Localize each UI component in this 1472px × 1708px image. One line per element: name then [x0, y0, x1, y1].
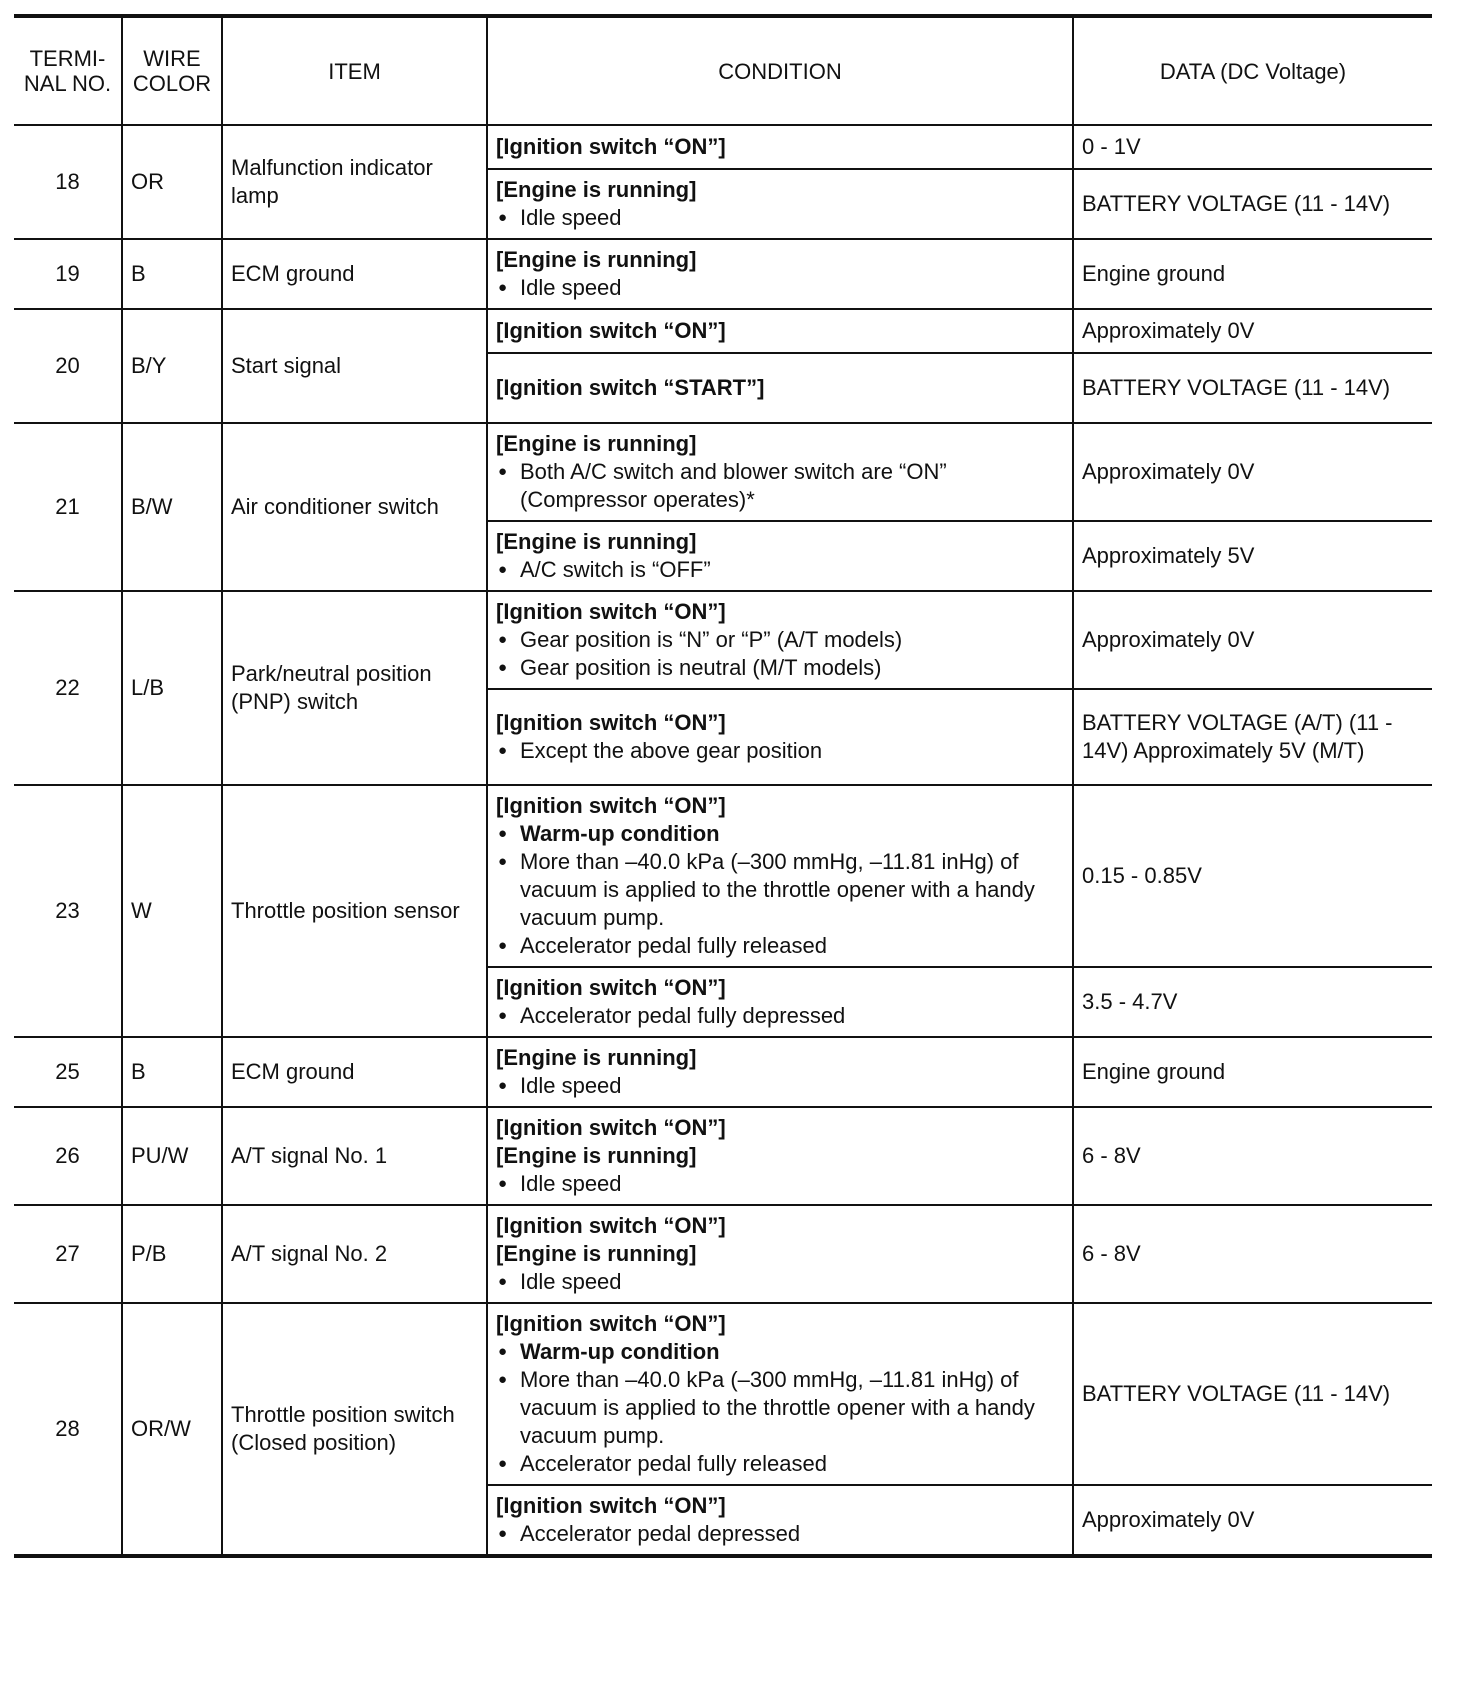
- wire-color: B: [122, 239, 222, 309]
- condition-heading: [Engine is running]: [496, 529, 697, 554]
- condition-cell: [487, 1037, 1073, 1107]
- voltage-data: 6 - 8V: [1073, 1205, 1432, 1303]
- wire-color: B: [122, 1037, 222, 1107]
- terminal-number: 25: [14, 1037, 122, 1107]
- terminal-data-sheet: [14, 14, 1432, 1558]
- wire-color: B/Y: [122, 309, 222, 423]
- condition-bullet: ● More than –40.0 kPa (–300 mmHg, –11.81 inHg) of vacuum is applied to the throttle opener with a handy vacuum pump.: [496, 848, 1064, 932]
- terminal-number: 19: [14, 239, 122, 309]
- condition-bullet: ● Both A/C switch and blower switch are “ON” (Compressor operates)*: [496, 458, 1064, 514]
- condition-heading: [Engine is running]: [496, 247, 697, 272]
- terminal-table: [14, 14, 1432, 1558]
- wire-color: PU/W: [122, 1107, 222, 1205]
- terminal-number: 22: [14, 591, 122, 785]
- voltage-data: BATTERY VOLTAGE (11 - 14V): [1073, 353, 1432, 423]
- terminal-number: 21: [14, 423, 122, 591]
- voltage-data: Approximately 0V: [1073, 1485, 1432, 1556]
- condition-heading: [Ignition switch “ON”]: [496, 1493, 726, 1518]
- condition-heading: [Engine is running]: [496, 1045, 697, 1070]
- condition-cell: [487, 239, 1073, 309]
- voltage-data: Approximately 0V: [1073, 423, 1432, 521]
- condition-bullet: ● Except the above gear position: [496, 737, 1064, 765]
- condition-cell: [487, 967, 1073, 1037]
- table-row: [14, 125, 1432, 169]
- condition-bullet: ● More than –40.0 kPa (–300 mmHg, –11.81 inHg) of vacuum is applied to the throttle opener with a handy vacuum pump.: [496, 1366, 1064, 1450]
- table-row: [14, 1303, 1432, 1485]
- condition-heading: [Ignition switch “ON”]: [496, 710, 726, 735]
- condition-heading: [Ignition switch “ON”]: [496, 1311, 726, 1336]
- condition-bullet: ● Idle speed: [496, 1170, 1064, 1198]
- header-row: [14, 16, 1432, 125]
- item-name: Malfunction indicator lamp: [222, 125, 487, 239]
- table-row: [14, 1205, 1432, 1303]
- condition-heading: [Engine is running]: [496, 431, 697, 456]
- condition-cell: [487, 423, 1073, 521]
- condition-bullet-bold: ● Warm-up condition: [496, 820, 1064, 848]
- voltage-data: 0 - 1V: [1073, 125, 1432, 169]
- condition-heading: [Engine is running]: [496, 177, 697, 202]
- table-body: [14, 125, 1432, 1556]
- header-terminal: TERMI-NAL NO.: [14, 16, 122, 125]
- condition-heading: [Ignition switch “ON”]: [496, 1115, 726, 1140]
- condition-cell: [487, 689, 1073, 785]
- header-condition: CONDITION: [487, 16, 1073, 125]
- wire-color: OR: [122, 125, 222, 239]
- item-name: ECM ground: [222, 1037, 487, 1107]
- condition-cell: [487, 309, 1073, 353]
- voltage-data: Engine ground: [1073, 239, 1432, 309]
- condition-bullet-bold: ● Warm-up condition: [496, 1338, 1064, 1366]
- voltage-data: 6 - 8V: [1073, 1107, 1432, 1205]
- condition-cell: [487, 1107, 1073, 1205]
- table-row: [14, 239, 1432, 309]
- voltage-data: Engine ground: [1073, 1037, 1432, 1107]
- voltage-data: Approximately 0V: [1073, 591, 1432, 689]
- condition-cell: [487, 785, 1073, 967]
- item-name: Throttle position sensor: [222, 785, 487, 1037]
- voltage-data: BATTERY VOLTAGE (11 - 14V): [1073, 1303, 1432, 1485]
- condition-heading: [Ignition switch “ON”]: [496, 1213, 726, 1238]
- condition-bullet: ● Idle speed: [496, 274, 1064, 302]
- table-row: [14, 591, 1432, 689]
- condition-heading: [Ignition switch “ON”]: [496, 134, 726, 159]
- terminal-number: 26: [14, 1107, 122, 1205]
- condition-bullet: ● Idle speed: [496, 1268, 1064, 1296]
- wire-color: L/B: [122, 591, 222, 785]
- voltage-data: BATTERY VOLTAGE (A/T) (11 - 14V) Approximately 5V (M/T): [1073, 689, 1432, 785]
- terminal-number: 23: [14, 785, 122, 1037]
- condition-heading: [Engine is running]: [496, 1241, 697, 1266]
- header-data: DATA (DC Voltage): [1073, 16, 1432, 125]
- header-wire-color: WIRE COLOR: [122, 16, 222, 125]
- condition-cell: [487, 353, 1073, 423]
- condition-bullet: ● A/C switch is “OFF”: [496, 556, 1064, 584]
- table-row: [14, 423, 1432, 521]
- item-name: Air conditioner switch: [222, 423, 487, 591]
- item-name: A/T signal No. 1: [222, 1107, 487, 1205]
- condition-cell: [487, 1205, 1073, 1303]
- condition-bullet: ● Accelerator pedal fully depressed: [496, 1002, 1064, 1030]
- wire-color: W: [122, 785, 222, 1037]
- voltage-data: 3.5 - 4.7V: [1073, 967, 1432, 1037]
- condition-cell: [487, 1485, 1073, 1556]
- wire-color: B/W: [122, 423, 222, 591]
- condition-cell: [487, 125, 1073, 169]
- item-name: A/T signal No. 2: [222, 1205, 487, 1303]
- condition-cell: [487, 521, 1073, 591]
- table-row: [14, 1037, 1432, 1107]
- voltage-data: 0.15 - 0.85V: [1073, 785, 1432, 967]
- table-row: [14, 309, 1432, 353]
- voltage-data: BATTERY VOLTAGE (11 - 14V): [1073, 169, 1432, 239]
- item-name: Start signal: [222, 309, 487, 423]
- condition-bullet: ● Idle speed: [496, 1072, 1064, 1100]
- condition-bullet: ● Gear position is “N” or “P” (A/T models): [496, 626, 1064, 654]
- condition-bullet: ● Gear position is neutral (M/T models): [496, 654, 1064, 682]
- condition-heading: [Ignition switch “ON”]: [496, 975, 726, 1000]
- terminal-number: 27: [14, 1205, 122, 1303]
- condition-heading: [Ignition switch “ON”]: [496, 599, 726, 624]
- condition-bullet: ● Accelerator pedal fully released: [496, 932, 1064, 960]
- terminal-number: 28: [14, 1303, 122, 1556]
- header-item: ITEM: [222, 16, 487, 125]
- terminal-number: 20: [14, 309, 122, 423]
- condition-cell: [487, 169, 1073, 239]
- terminal-number: 18: [14, 125, 122, 239]
- table-row: [14, 785, 1432, 967]
- item-name: Throttle position switch (Closed position): [222, 1303, 487, 1556]
- condition-heading: [Ignition switch “ON”]: [496, 318, 726, 343]
- condition-cell: [487, 1303, 1073, 1485]
- voltage-data: Approximately 5V: [1073, 521, 1432, 591]
- item-name: Park/neutral position (PNP) switch: [222, 591, 487, 785]
- item-name: ECM ground: [222, 239, 487, 309]
- condition-bullet: ● Idle speed: [496, 204, 1064, 232]
- condition-heading: [Ignition switch “START”]: [496, 375, 765, 400]
- table-row: [14, 1107, 1432, 1205]
- condition-heading: [Ignition switch “ON”]: [496, 793, 726, 818]
- wire-color: OR/W: [122, 1303, 222, 1556]
- condition-bullet: ● Accelerator pedal depressed: [496, 1520, 1064, 1548]
- condition-bullet: ● Accelerator pedal fully released: [496, 1450, 1064, 1478]
- condition-cell: [487, 591, 1073, 689]
- condition-heading: [Engine is running]: [496, 1143, 697, 1168]
- wire-color: P/B: [122, 1205, 222, 1303]
- voltage-data: Approximately 0V: [1073, 309, 1432, 353]
